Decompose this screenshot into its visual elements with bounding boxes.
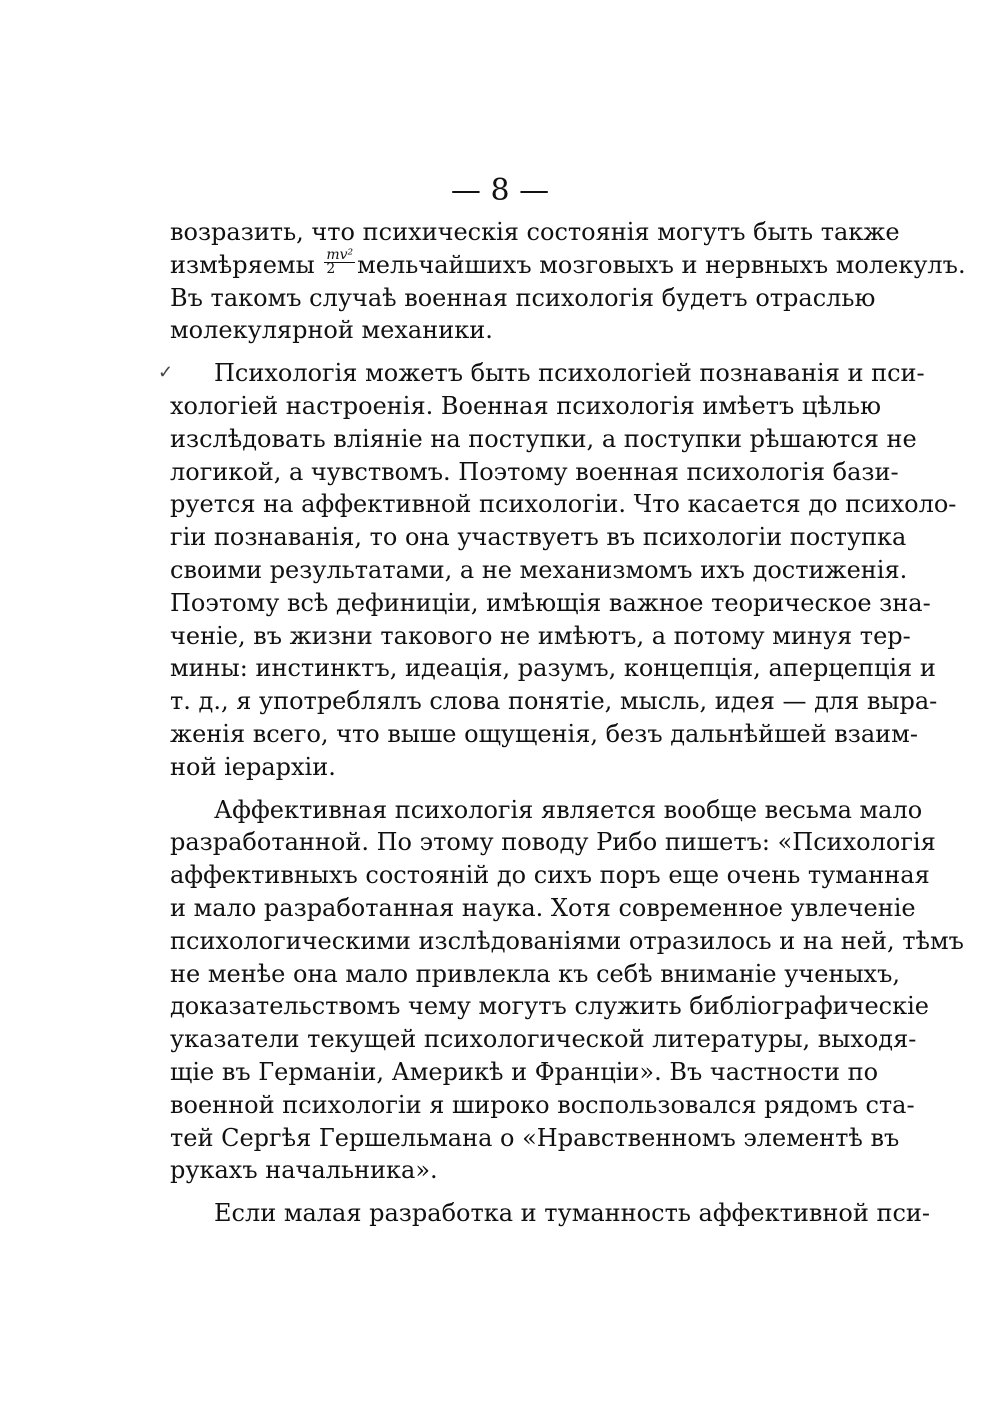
text-line: психологическими изслѣдованіями отразилось и на ней, тѣмъ [170,926,964,955]
text-line: молекулярной механики. [170,316,493,345]
text-line: тей Сергѣя Гершельмана о «Нравственномъ элементѣ въ [170,1123,900,1152]
text-line: ной іерархіи. [170,752,336,781]
text-line: Въ такомъ случаѣ военная психологія будетъ отраслью [170,283,876,312]
text-line: и мало разработанная наука. Хотя современное увлеченіе [170,893,916,922]
text-line: не менѣе она мало привлекла къ себѣ вниманіе ученыхъ, [170,959,900,988]
text-line: ✓ Психологія можетъ быть психологіей познаванія и пси- [170,357,810,390]
text-line: женія всего, что выше ощущенія, безъ дальнѣйшей взаим- [170,719,918,748]
text-line: военной психологіи я широко воспользовался рядомъ ста- [170,1090,915,1119]
text-line: щіе въ Германіи, Америкѣ и Франціи». Въ частности по [170,1057,879,1086]
text-line: гіи познаванія, то она участвуетъ въ психологіи поступка [170,523,907,552]
text-line: доказательствомъ чему могутъ служить библіографическіе [170,992,929,1021]
text-line: изслѣдовать вліяніе на поступки, а поступки рѣшаются не [170,424,917,453]
text-line: мины: инстинктъ, идеація, разумъ, концепція, аперцепція и [170,654,936,683]
fraction-denominator: 2 [326,260,336,277]
text-line: рукахъ начальника». [170,1156,438,1185]
text-line: возразить, что психическія состоянія могутъ быть также [170,218,900,246]
text-line: Если малая разработка и туманность аффективной пси- [214,1199,931,1228]
text-line: Поэтому всѣ дефиниціи, имѣющія важное теорическое зна- [170,588,931,617]
text-line: разработанной. По этому поводу Рибо пишетъ: «Психологія [170,828,936,857]
text-line: логикой, а чувствомъ. Поэтому военная психологія бази- [170,457,899,486]
text-line: аффективныхъ состояній до сихъ поръ еще очень туманная [170,861,930,890]
fraction-formula [324,246,355,277]
page-number: — 8 — [450,173,550,208]
text-line: руется на аффективной психологіи. Что касается до психоло- [170,490,957,519]
text-line: т. д., я употреблялъ слова понятіе, мысль, идея — для выра- [170,687,938,716]
fraction-numerator: mv² [326,246,354,263]
text-line: своими результатами, а не механизмомъ ихъ достиженія. [170,555,908,584]
text-line: хологіей настроенія. Военная психологія имѣетъ цѣлью [170,391,881,420]
body-text [158,216,966,1230]
text-line: ченіе, въ жизни такового не имѣютъ, а потому минуя тер- [170,621,911,650]
text-line: Аффективная психологія является вообще весьма мало [214,795,923,824]
text-line: указатели текущей психологической литературы, выходя- [170,1025,917,1054]
text-line-with-formula: измѣряемы $\frac{\text{mv²}}{2}$ мельчайшихъ мозговыхъ и нервныхъ молекулъ. [170,246,966,279]
checkmark-icon: ✓ [158,362,174,384]
